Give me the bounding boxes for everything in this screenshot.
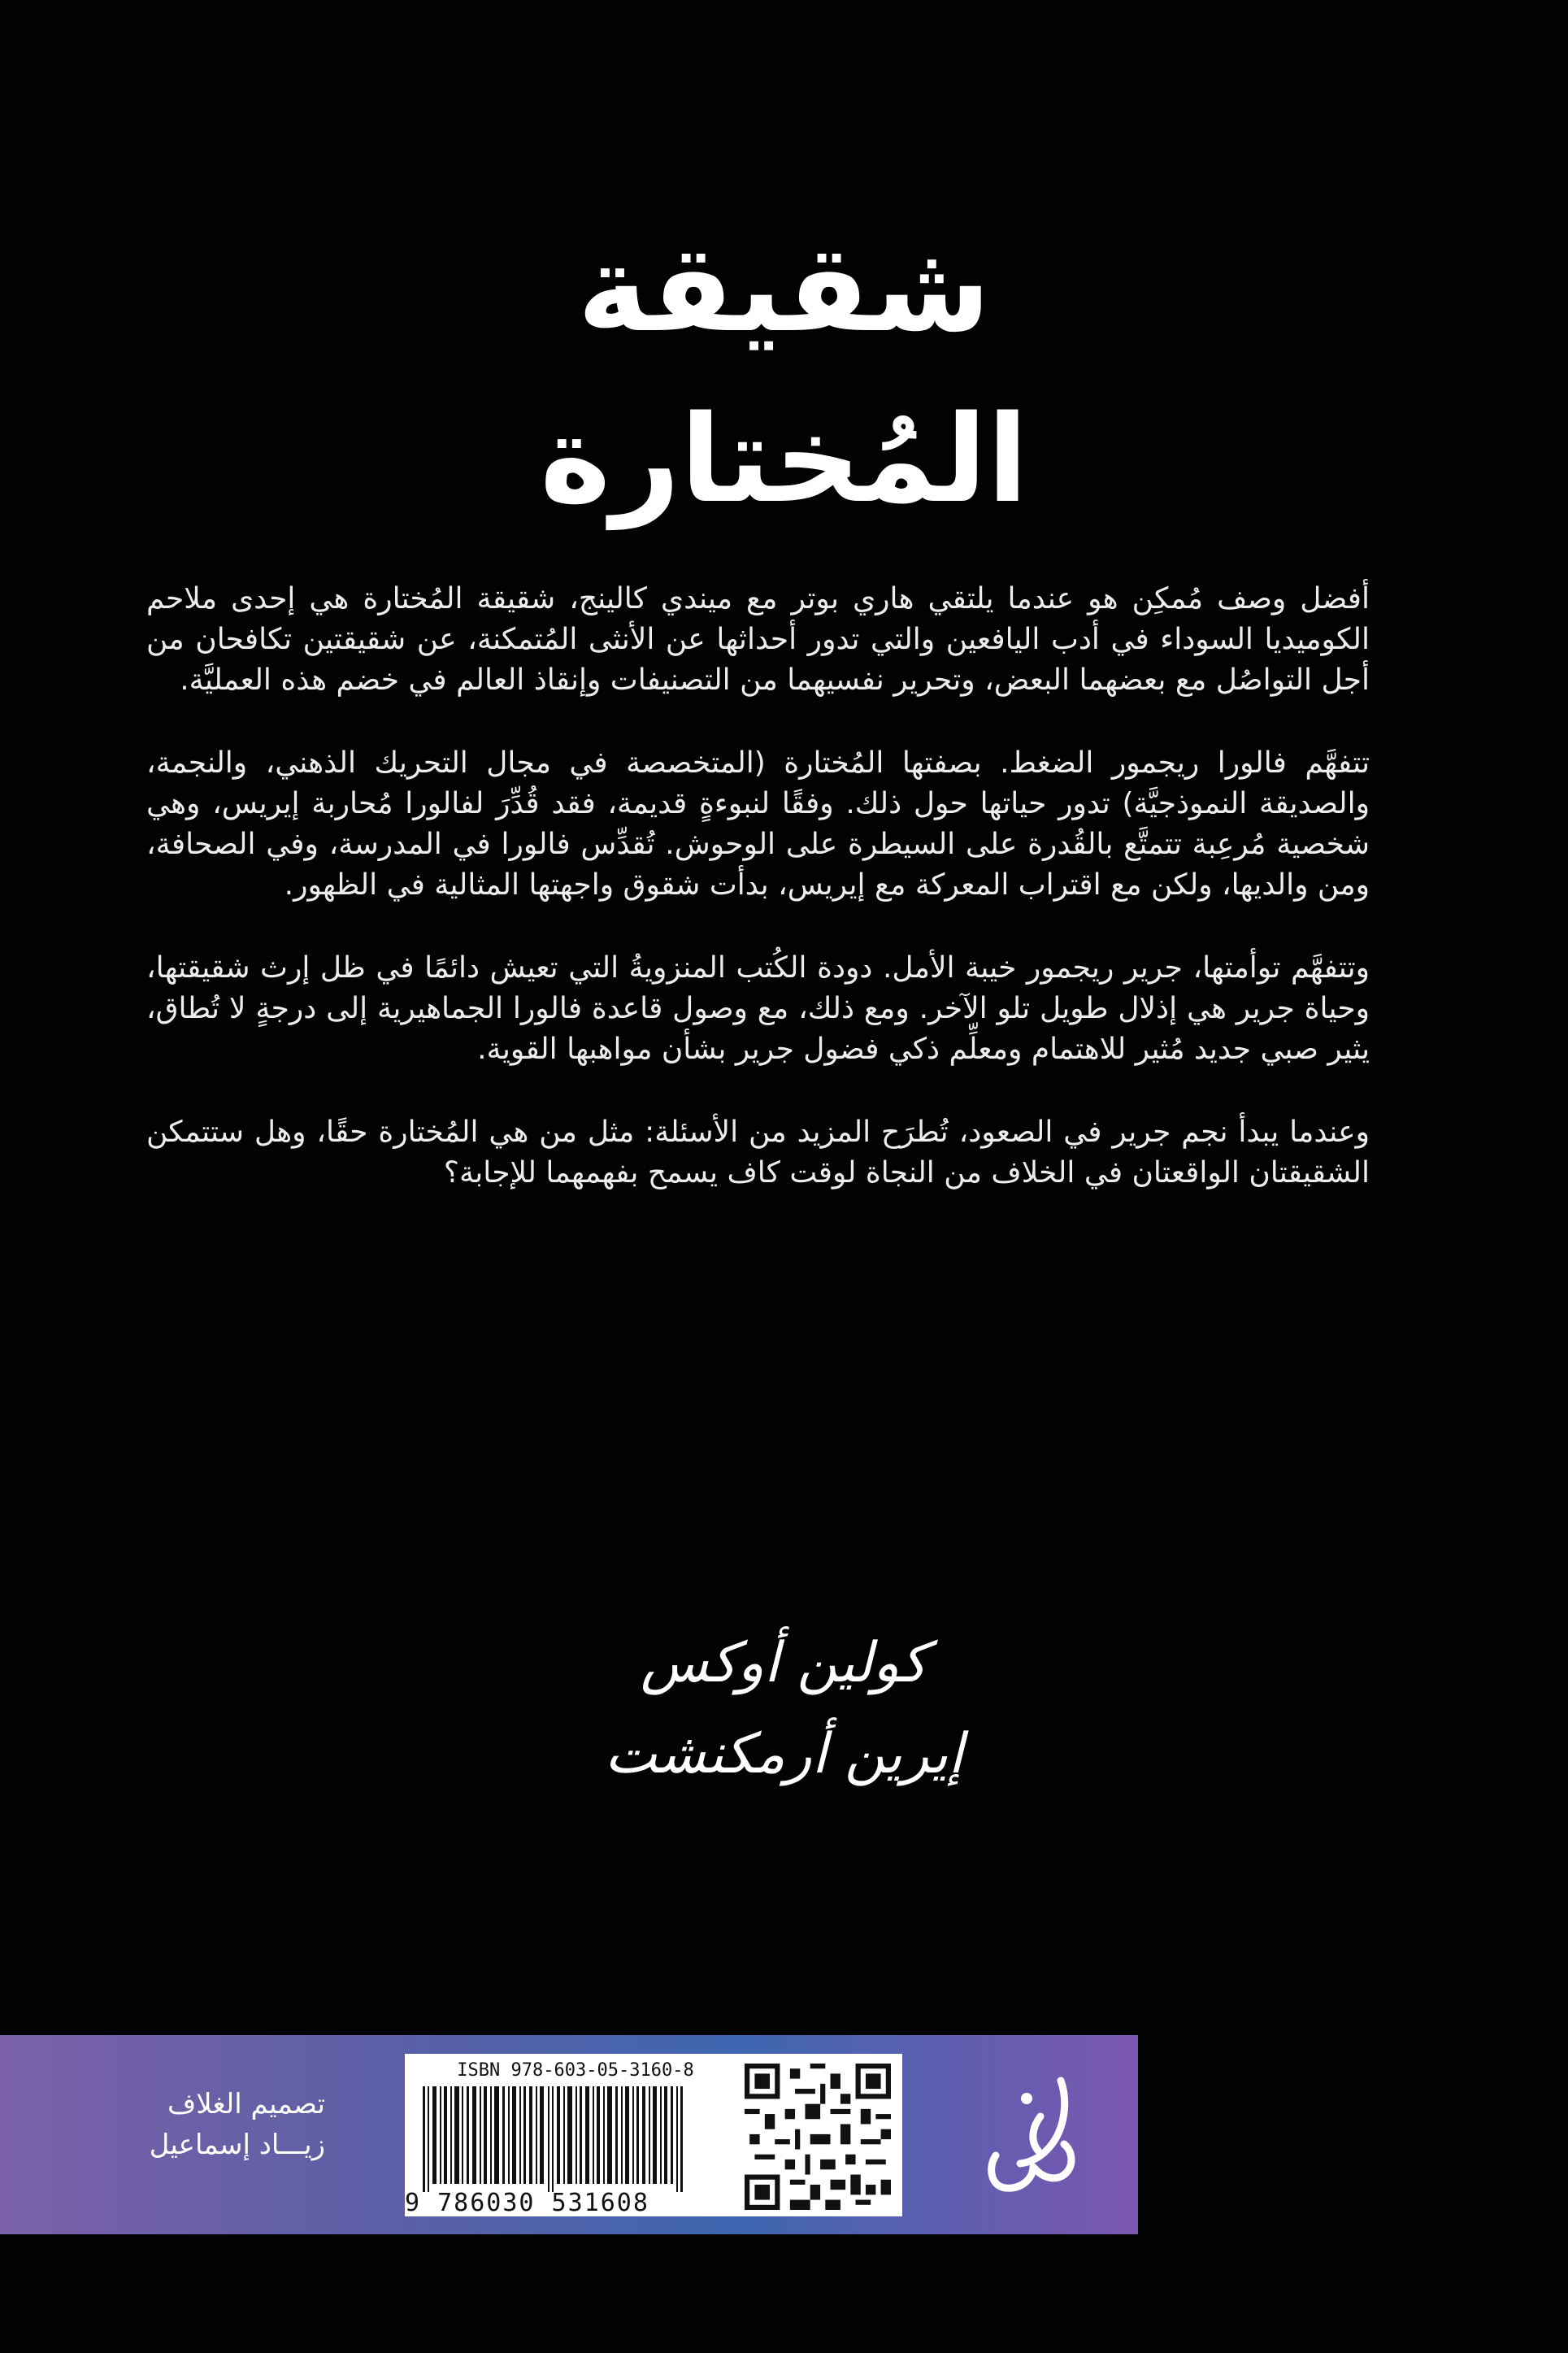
barcode-digits: 9 786030 531608 <box>405 2189 649 2217</box>
blurb-paragraph: وعندما يبدأ نجم جرير في الصعود، تُطرَح المزيد من الأسئلة: مثل من هي المُختارة حقًا، وهل ستتمكن الشقيقتان الواقعتان في الخلاف من النجاة لوقت كاف يسمح بفهمهما للإجابة؟ <box>146 1116 1370 1190</box>
publisher-logo <box>963 2066 1101 2204</box>
blurb-paragraph: وتتفهَّم توأمتها، جرير ريجمور خيبة الأمل. دودة الكُتب المنزويةُ التي تعيش دائمًا في ظل إرث شقيقتها، وحياة جرير هي إذلال طويل تلو الآخر. ومع ذلك، مع وصول قاعدة فالورا الجماهيرية إلى درجةٍ لا تُطاق، يثير صبي جديد مُثير للاهتمام ومعلِّم ذكي فضول جرير بشأن مواهبها القوية. <box>146 951 1370 1066</box>
title-line-2: المُختارة <box>540 389 1028 529</box>
blurb-paragraph: تتفهَّم فالورا ريجمور الضغط. بصفتها المُختارة (المتخصصة في مجال التحريك الذهني، والنجمة، والصديقة النموذجيَّة) تدور حياتها حول ذلك. وفقًا لنبوءةٍ قديمة، فقد قُدِّرَ لفالورا مُحاربة إيريس، وهي شخصية مُرعِبة تتمتَّع بالقُدرة على السيطرة على الوحوش. تُقدِّس فالورا في المدرسة، وفي الصحافة، ومن والديها، ولكن مع اقتراب المعركة مع إيريس، بدأت شقوق واجهتها المثالية في الظهور. <box>146 746 1370 902</box>
title-line-1: شقيقة <box>577 219 991 359</box>
author-1: كولين أوكس <box>641 1631 927 1695</box>
blurb-paragraph: أفضل وصف مُمكِن هو عندما يلتقي هاري بوتر مع ميندي كالينج، شقيقة المُختارة هي إحدى ملاحم الكوميديا السوداء في أدب اليافعين والتي تدور أحداثها عن الأنثى المُتمكنة، عن شقيقتين تكافحان من أجل التواصُل مع بعضهما البعض، وتحرير نفسيهما من التصنيفات وإنقاذ العالم في خضم هذه العمليَّة. <box>146 582 1370 697</box>
qr-code-icon <box>745 2064 891 2210</box>
isbn-label: ISBN 978-603-05-3160-8 <box>457 2060 694 2081</box>
author-names <box>0 1618 1568 1800</box>
isbn-barcode-panel <box>405 2054 902 2216</box>
book-blurb <box>146 579 1370 1236</box>
book-title <box>0 203 1568 545</box>
credit-label: تصميم الغلاف <box>167 2088 325 2120</box>
author-2: إيرين أرمكنشت <box>604 1722 964 1786</box>
footer-band <box>0 2035 1138 2234</box>
cover-design-credit <box>49 2084 325 2165</box>
credit-name: زيـــاد إسماعيل <box>149 2129 325 2161</box>
